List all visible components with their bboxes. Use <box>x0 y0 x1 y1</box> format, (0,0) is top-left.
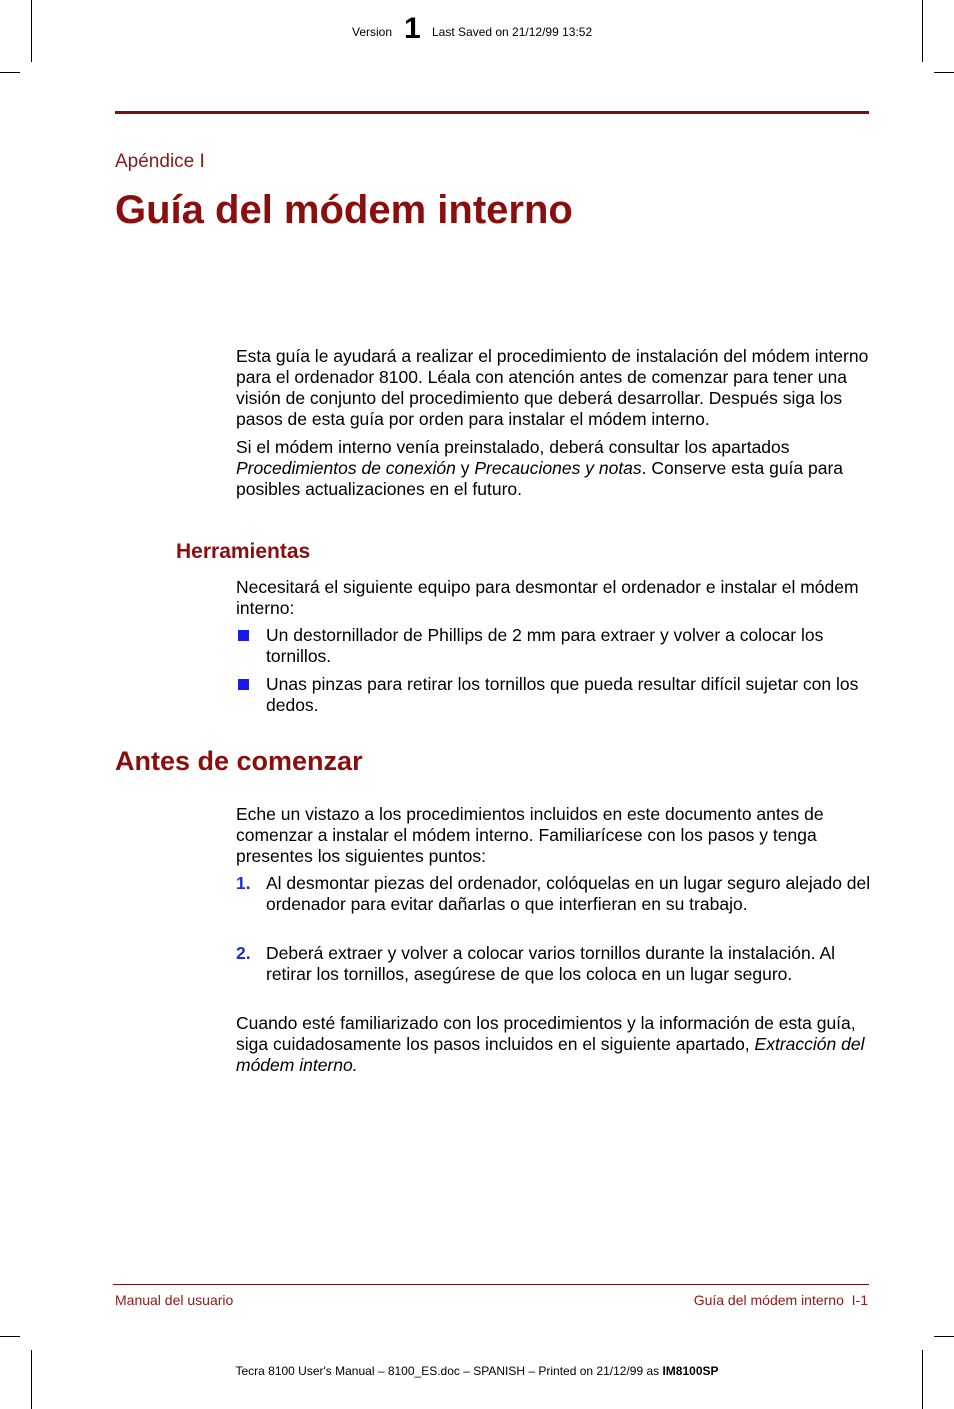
section-reference: Precauciones y notas <box>474 458 642 478</box>
list-item-text: Un destornillador de Phillips de 2 mm para extraer y volver a colocar los tornillos. <box>266 625 824 666</box>
version-label: Version <box>352 25 393 39</box>
section-reference: Procedimientos de conexión <box>236 458 456 478</box>
print-info-text: Tecra 8100 User's Manual – 8100_ES.doc – SPANISH – Printed on 21/12/99 as <box>235 1364 663 1378</box>
tools-heading: Herramientas <box>176 540 311 563</box>
bullet-square-icon <box>238 679 249 690</box>
top-rule <box>115 111 869 114</box>
page-title: Guía del módem interno <box>115 188 573 232</box>
crop-mark <box>31 1350 32 1409</box>
crop-mark <box>934 1336 954 1337</box>
text-run: Si el módem interno venía preinstalado, deberá consultar los apartados <box>236 437 790 457</box>
intro-paragraph: Esta guía le ayudará a realizar el procedimiento de instalación del módem interno para el ordenador 8100. Léala con atención antes de comenzar para tener una visión de conjunto del procedimiento que deberá desarrollar. Después siga los pasos de esta guía por orden para instalar el módem interno. <box>236 346 869 429</box>
section-reference: Extracción del módem interno. <box>236 1034 865 1075</box>
crop-mark <box>0 72 20 73</box>
crop-mark <box>922 1350 923 1409</box>
print-info <box>0 1364 954 1378</box>
footer-manual-title: Manual del usuario <box>115 1292 234 1308</box>
crop-mark <box>0 1336 20 1337</box>
version-header <box>0 12 954 48</box>
text-run: Cuando esté familiarizado con los procedimientos y la información de esta guía, siga cuidadosamente los pasos incluidos en el siguiente apartado, <box>236 1013 856 1054</box>
step-number: 2. <box>236 943 251 963</box>
print-code: IM8100SP <box>662 1364 719 1378</box>
footer-page-label: Guía del módem interno I-1 <box>693 1292 868 1308</box>
before-intro: Eche un vistazo a los procedimientos incluidos en este documento antes de comenzar a instalar el módem interno. Familiarícese con los pasos y tenga presentes los siguientes puntos: <box>236 804 824 866</box>
step-text: Deberá extraer y volver a colocar varios tornillos durante la instalación. Al retirar los tornillos, asegúrese de que los coloca en un lugar seguro. <box>266 943 836 984</box>
list-item-text: Unas pinzas para retirar los tornillos que pueda resultar difícil sujetar con los dedos. <box>266 674 859 715</box>
version-number: 1 <box>404 12 421 45</box>
text-run: y <box>455 458 475 478</box>
closing-paragraph <box>236 1013 876 1076</box>
step-text: Al desmontar piezas del ordenador, colóquelas en un lugar seguro alejado del ordenador para evitar dañarlas o que interfieran en su trabajo. <box>266 873 871 914</box>
bullet-square-icon <box>238 630 249 641</box>
appendix-label: Apéndice I <box>115 151 205 172</box>
last-saved: Last Saved on 21/12/99 13:52 <box>432 25 593 39</box>
text-run: . Conserve esta guía para posibles actualizaciones en el futuro. <box>236 458 844 499</box>
before-heading: Antes de comenzar <box>115 746 363 776</box>
tools-intro: Necesitará el siguiente equipo para desmontar el ordenador e instalar el módem interno: <box>236 577 859 618</box>
step-number: 1. <box>236 873 251 893</box>
intro-section <box>236 346 876 500</box>
crop-mark <box>934 72 954 73</box>
intro-paragraph-2 <box>236 437 876 500</box>
bottom-rule <box>113 1284 869 1285</box>
